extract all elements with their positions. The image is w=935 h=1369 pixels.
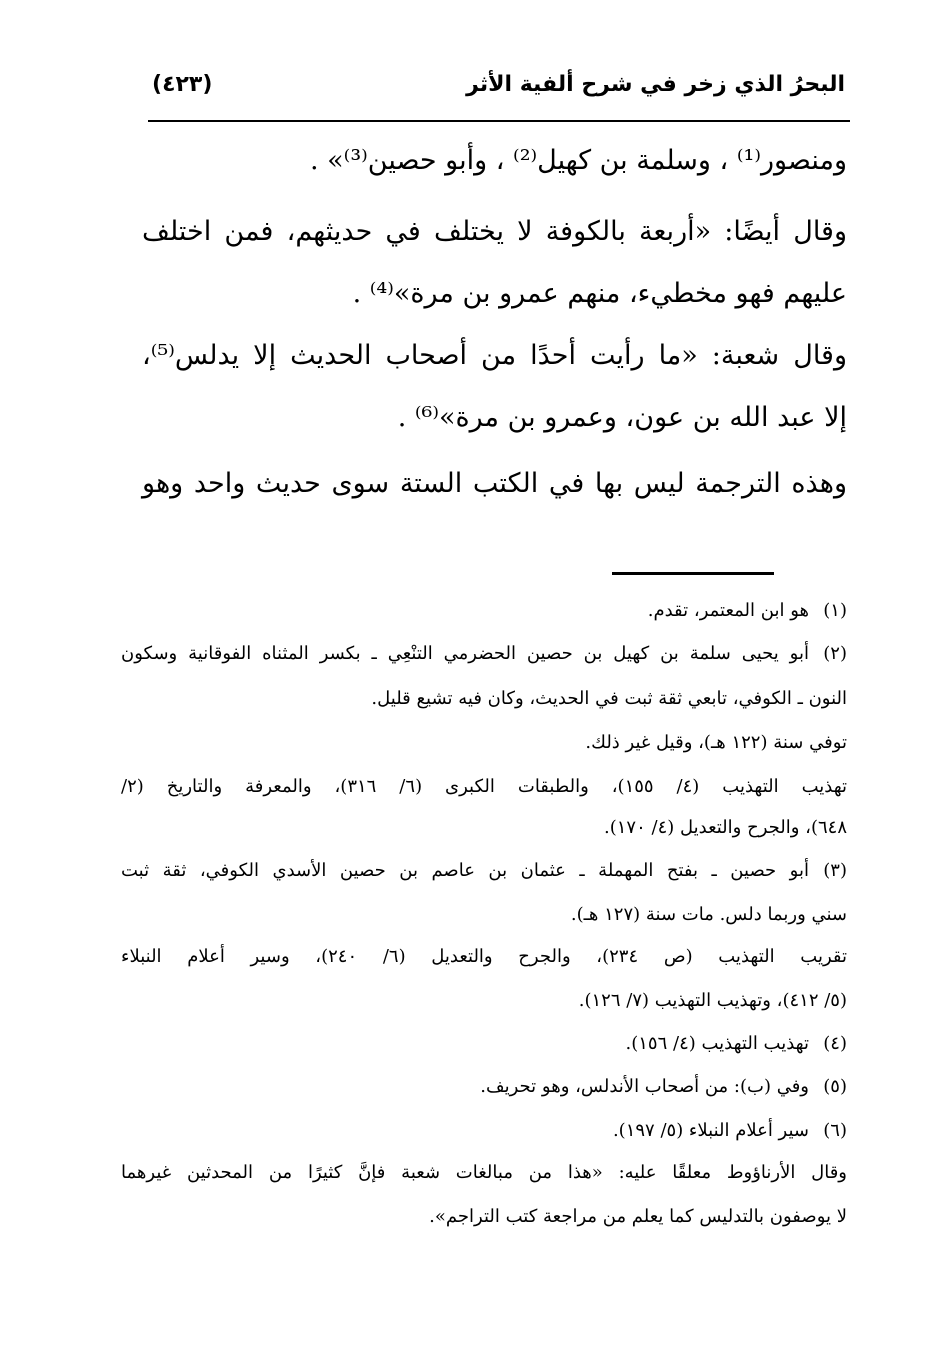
footnote-number: (٦) [823, 1120, 847, 1141]
footnote-text: وقال الأرناؤوط معلقًا عليه: «هذا من مبالغات شعبة فإنَّ كثيرًا من المحدثين غيرهما [121, 1162, 847, 1183]
footnote-number: (١) [823, 600, 847, 621]
footnote-number: (٢) [823, 643, 847, 664]
footnote-text: هو ابن المعتمر، تقدم. [647, 600, 809, 621]
body-line: ومنصور⁽¹⁾ ، وسلمة بن كهيل⁽²⁾ ، وأبو حصين⁽³⁾» . [309, 145, 847, 176]
footnote-text: تهذيب التهذيب (٤/ ١٥٦). [625, 1033, 809, 1054]
footnote-text: (٥/ ٤١٢)، وتهذيب التهذيب (٧/ ١٢٦). [578, 990, 847, 1011]
footnote-divider [612, 572, 774, 575]
footnote-text: ٦٤٨)، والجرح والتعديل (٤/ ١٧٠). [604, 817, 847, 838]
footnote-text: النون ـ الكوفي، تابعي ثقة ثبت في الحديث، وكان فيه تشيع قليل. [371, 688, 847, 709]
page-number: (٤٢٣) [152, 72, 213, 97]
footnote-text: سير أعلام النبلاء (٥/ ١٩٧). [612, 1120, 809, 1141]
header-divider [148, 120, 850, 122]
footnote-text: تقريب التهذيب (ص ٢٣٤)، والجرح والتعديل (٦/ ٢٤٠)، وسير أعلام النبلاء [121, 946, 848, 967]
footnote-text: توفي سنة (١٢٢ هـ)، وقيل غير ذلك. [585, 732, 847, 753]
footnote-text: لا يوصفون بالتدليس كما يعلم من مراجعة كتب التراجم». [429, 1206, 847, 1227]
body-line: وقال أيضًا: «أربعة بالكوفة لا يختلف في حديثهم، فمن اختلف [142, 216, 847, 247]
body-line: إلا عبد الله بن عون، وعمرو بن مرة»⁽⁶⁾ . [397, 402, 847, 433]
body-line: وقال شعبة: «ما رأيت أحدًا من أصحاب الحديث إلا يدلس⁽⁵⁾، [142, 340, 847, 371]
running-header-title: البحرُ الذي زخر في شرح ألفية الأثر [466, 72, 845, 97]
footnote-number: (٥) [823, 1076, 847, 1097]
body-line: وهذه الترجمة ليس بها في الكتب الستة سوى حديث واحد وهو [142, 468, 847, 499]
footnote-text: أبو حصين ـ بفتح المهملة ـ عثمان بن عاصم بن حصين الأسدي الكوفي، ثقة ثبت [121, 860, 809, 881]
footnote-number: (٤) [823, 1033, 847, 1054]
footnote-text: تهذيب التهذيب (٤/ ١٥٥)، والطبقات الكبرى (٦/ ٣١٦)، والمعرفة والتاريخ (٢/ [121, 776, 848, 797]
footnote-text: وفي (ب): من أصحاب الأندلس، وهو تحريف. [480, 1076, 809, 1097]
footnote-text: سني وربما دلس. مات سنة (١٢٧ هـ). [570, 904, 847, 925]
body-line: عليهم فهو مخطيء، منهم عمرو بن مرة»⁽⁴⁾ . [352, 278, 847, 309]
footnote-number: (٣) [823, 860, 847, 881]
footnote-text: أبو يحيى سلمة بن كهيل بن حصين الحضرمي التنْعِي ـ بكسر المثناه الفوقانية وسكون [121, 643, 809, 664]
